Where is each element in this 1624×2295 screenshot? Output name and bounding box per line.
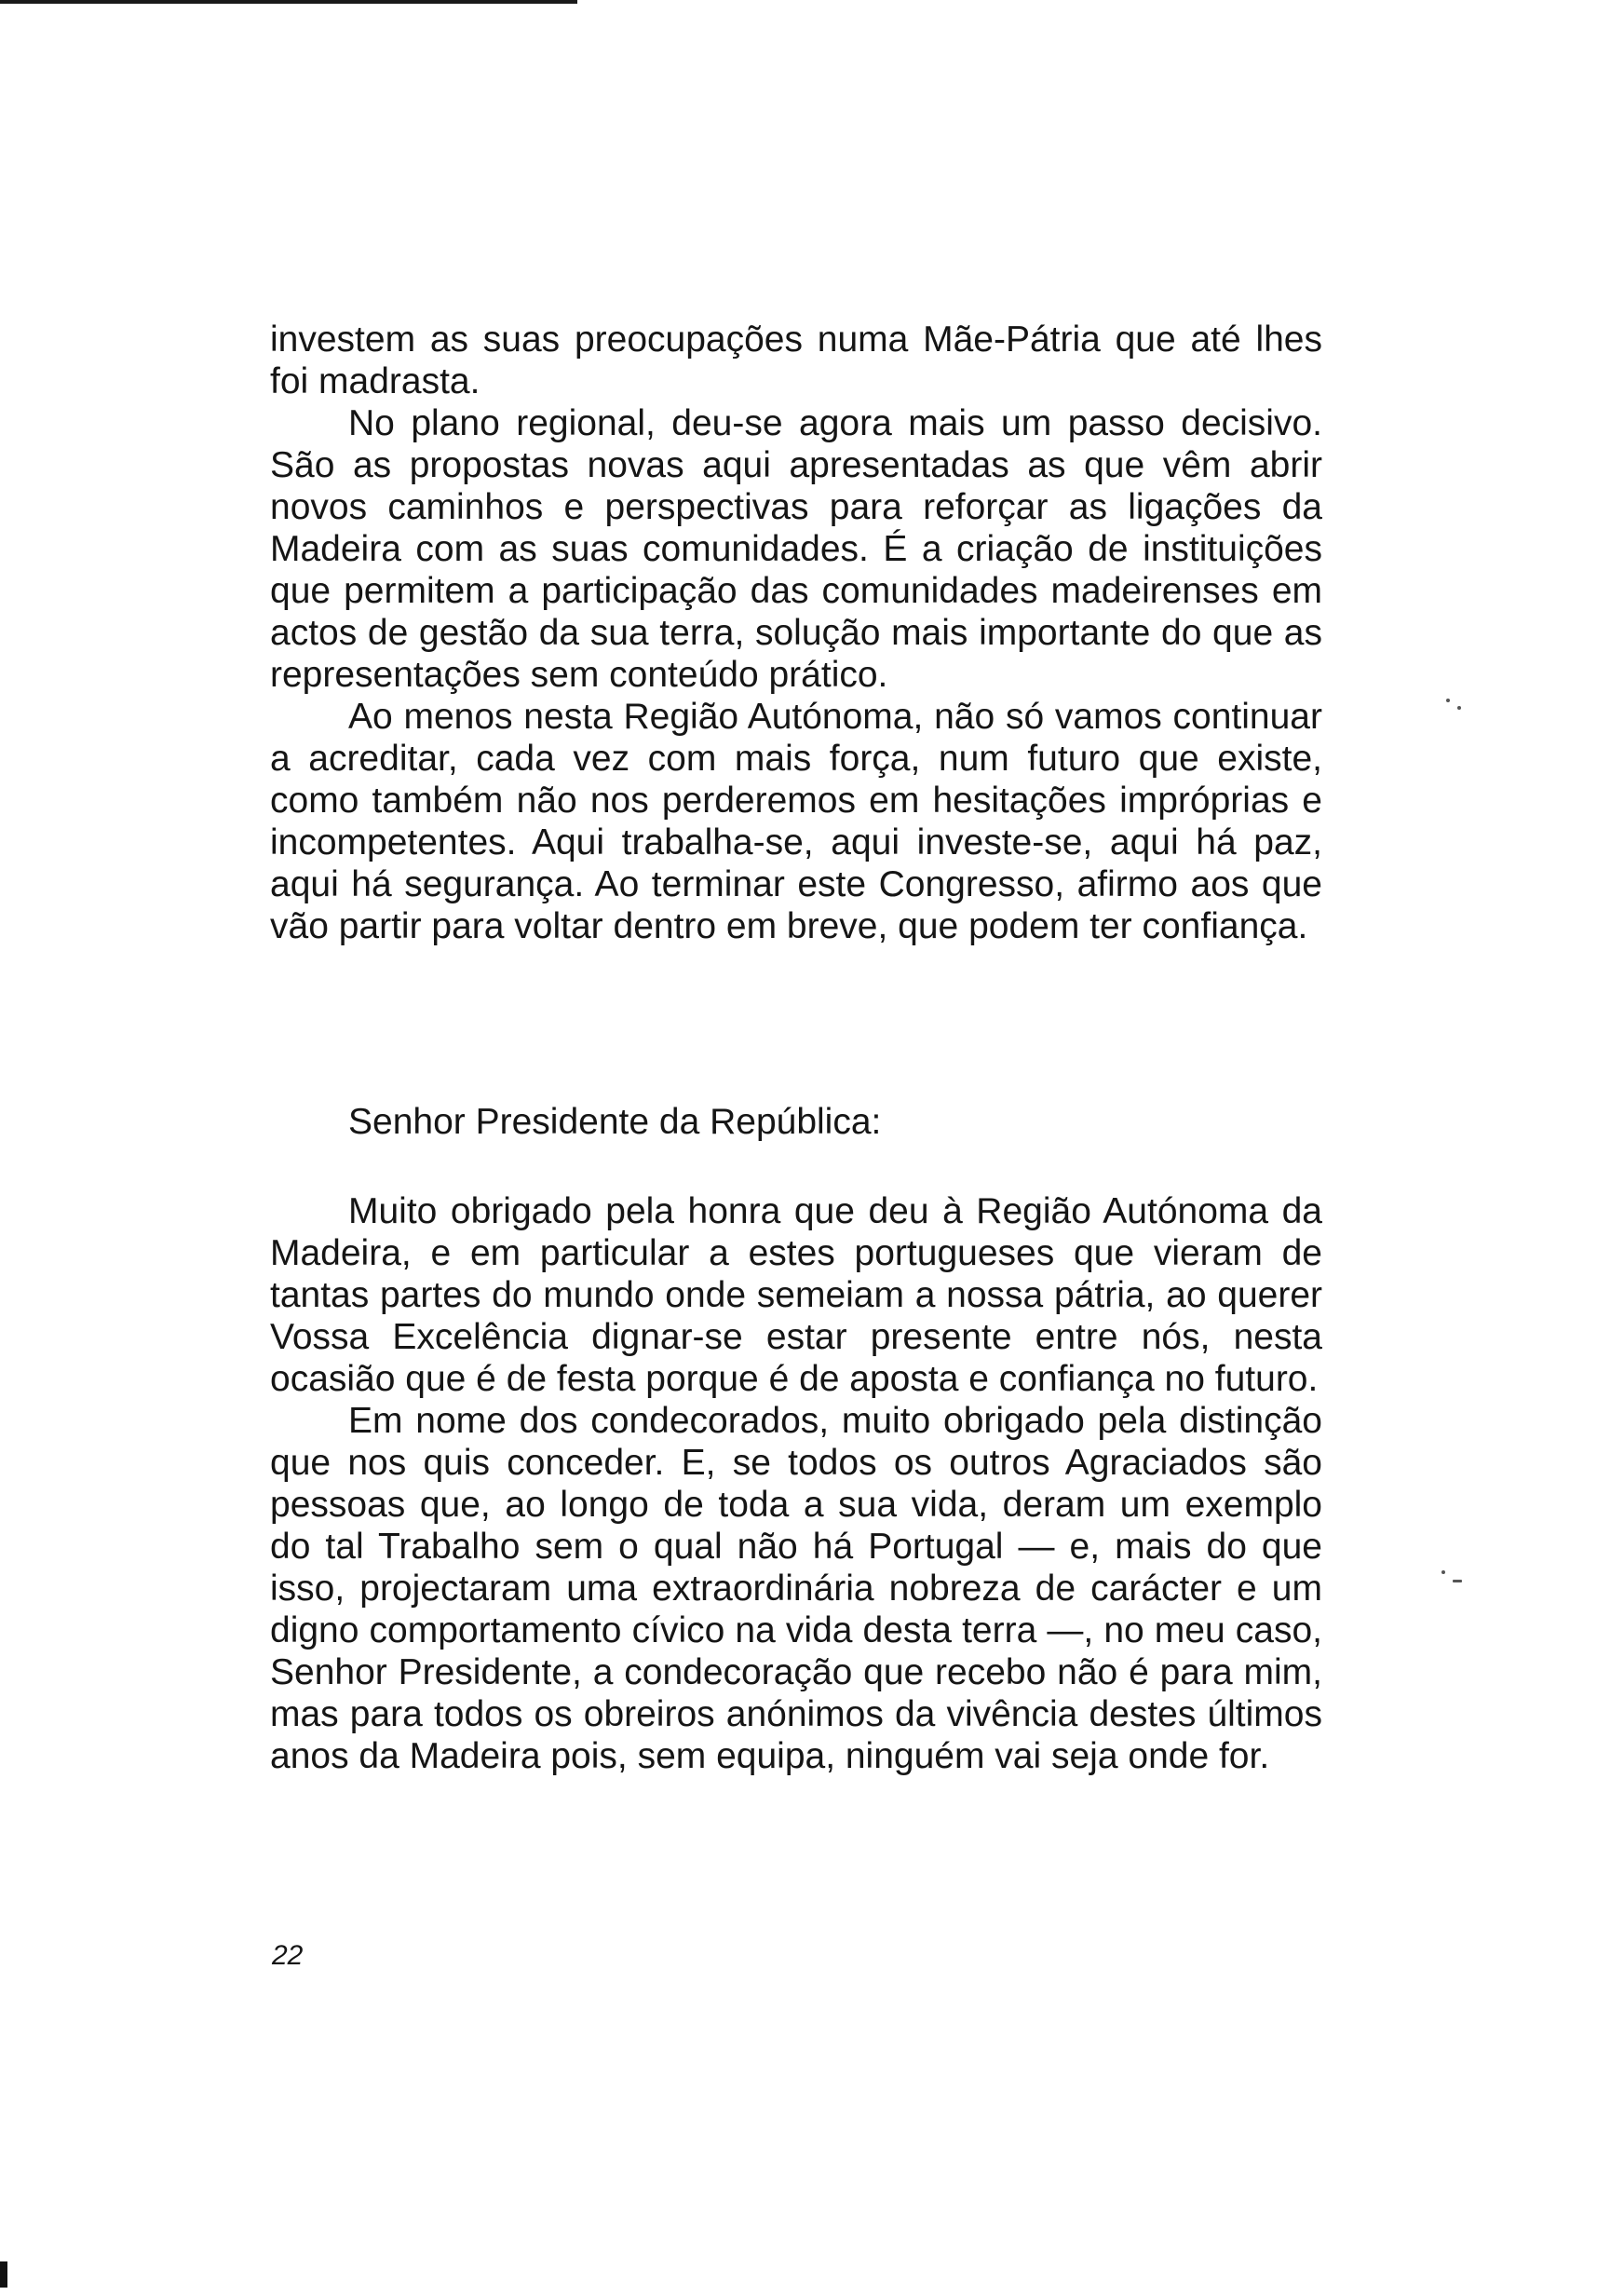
scan-speck xyxy=(1441,1570,1445,1574)
scan-edge-mark xyxy=(0,2261,7,2288)
paragraph-regional: No plano regional, deu-se agora mais um passo decisivo. São as propostas novas aqui apresentadas as que vêm abrir novos caminhos e perspectivas para reforçar as ligações da Madeira com as suas comunidades. É a criação de instituições que permitem a participação das comunidades madeirenses em actos de gestão da sua terra, solução mais importante do que as representações sem conteúdo prático. xyxy=(270,403,1322,695)
top-scan-rule xyxy=(0,0,577,4)
scan-speck xyxy=(1446,699,1450,702)
scan-speck xyxy=(1453,1580,1462,1582)
scan-speck xyxy=(1457,706,1461,710)
page-text-upper xyxy=(270,319,1322,947)
paragraph-regiao-autonoma: Ao menos nesta Região Autónoma, não só vamos continuar a acreditar, cada vez com mais força, num futuro que existe, como também não nos perderemos em hesitações impróprias e incompetentes. Aqui trabalha-se, aqui investe-se, aqui há paz, aqui há segurança. Ao terminar este Congresso, afirmo aos que vão partir para voltar dentro em breve, que podem ter confiança. xyxy=(270,697,1322,946)
paragraph-continuation: investem as suas preocupações numa Mãe-Pátria que até lhes foi madrasta. xyxy=(270,319,1322,401)
page-text-lower xyxy=(270,1190,1322,1777)
salutation-heading: Senhor Presidente da República: xyxy=(348,1102,882,1142)
paragraph-thanks: Muito obrigado pela honra que deu à Região Autónoma da Madeira, e em particular a estes portugueses que vieram de tantas partes do mundo onde semeiam a nossa pátria, ao querer Vossa Excelência dignar-se estar presente entre nós, nesta ocasião que é de festa porque é de aposta e confiança no futuro. xyxy=(270,1191,1322,1399)
paragraph-condecorados: Em nome dos condecorados, muito obrigado pela distinção que nos quis conceder. E, se todos os outros Agraciados são pessoas que, ao longo de toda a sua vida, deram um exemplo do tal Trabalho sem o qual não há Portugal — e, mais do que isso, projectaram uma extraordinária nobreza de carácter e um digno comportamento cívico na vida desta terra —, no meu caso, Senhor Presidente, a condecoração que recebo não é para mim, mas para todos os obreiros anónimos da vivência destes últimos anos da Madeira pois, sem equipa, ninguém vai seja onde for. xyxy=(270,1401,1322,1776)
page-number: 22 xyxy=(272,1940,304,1971)
